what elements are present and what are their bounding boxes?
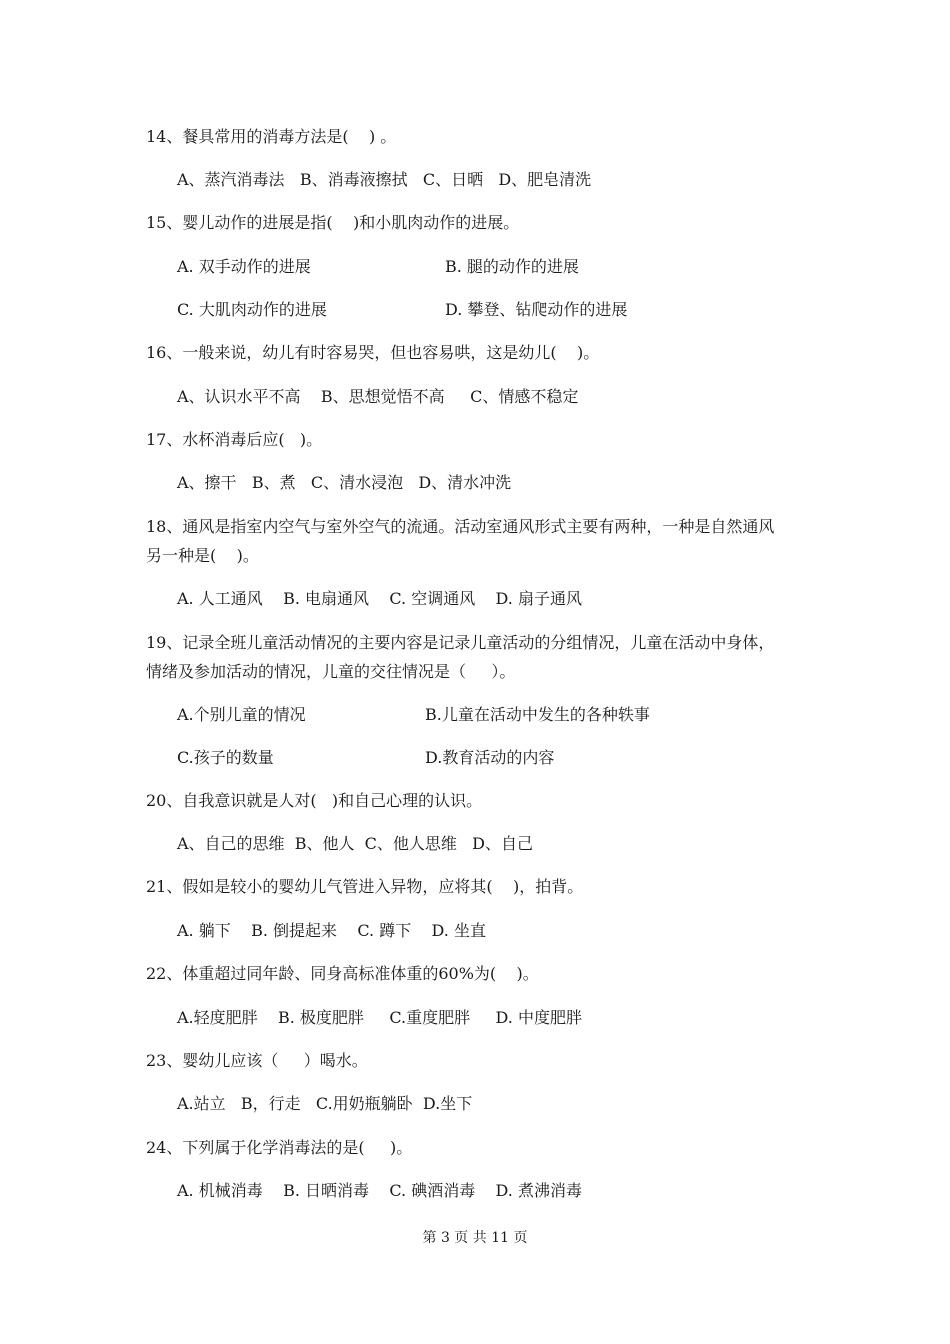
question-19-option-a: A.个别儿童的情况 [177, 705, 306, 724]
question-16-options: A、认识水平不高 B、思想觉悟不高 C、情感不稳定 [177, 387, 579, 406]
question-18-options: A. 人工通风 B. 电扇通风 C. 空调通风 D. 扇子通风 [177, 589, 582, 608]
question-14-stem: 14、餐具常用的消毒方法是( ) 。 [146, 127, 397, 146]
question-20-options: A、自己的思维 B、他人 C、他人思维 D、自己 [177, 834, 533, 853]
question-15-option-a: A. 双手动作的进展 [177, 257, 311, 276]
question-17-options: A、擦干 B、煮 C、清水浸泡 D、清水冲洗 [177, 473, 512, 492]
question-20-stem: 20、自我意识就是人对( )和自己心理的认识。 [146, 791, 483, 810]
question-18-stem: 18、通风是指室内空气与室外空气的流通。活动室通风形式主要有两种，一种是自然通风 [146, 517, 775, 536]
question-15-option-b: B. 腿的动作的进展 [445, 257, 579, 276]
question-17-stem: 17、水杯消毒后应( )。 [146, 430, 323, 449]
question-21-options: A. 躺下 B. 倒提起来 C. 蹲下 D. 坐直 [177, 921, 486, 940]
question-14-options: A、蒸汽消毒法 B、消毒液擦拭 C、日晒 D、肥皂清洗 [177, 170, 592, 189]
question-19-stem: 19、记录全班儿童活动情况的主要内容是记录儿童活动的分组情况，儿童在活动中身体， [146, 633, 775, 652]
question-19-option-d: D.教育活动的内容 [425, 748, 555, 767]
question-19-option-c: C.孩子的数量 [177, 748, 274, 767]
question-22-stem: 22、体重超过同年龄、同身高标准体重的60%为( )。 [146, 964, 539, 983]
question-19-stem-continued: 情绪及参加活动的情况，儿童的交往情况是（ ）。 [146, 662, 516, 681]
question-24-options: A. 机械消毒 B. 日晒消毒 C. 碘酒消毒 D. 煮沸消毒 [177, 1181, 582, 1200]
question-23-options: A.站立 B，行走 C.用奶瓶躺卧 D.坐下 [177, 1094, 473, 1113]
question-22-options: A.轻度肥胖 B. 极度肥胖 C.重度肥胖 D. 中度肥胖 [177, 1008, 582, 1027]
question-23-stem: 23、婴幼儿应该（ ）喝水。 [146, 1051, 368, 1070]
question-18-stem-continued: 另一种是( )。 [146, 546, 259, 565]
question-21-stem: 21、假如是较小的婴幼儿气管进入异物，应将其( )，拍背。 [146, 877, 584, 896]
question-16-stem: 16、一般来说，幼儿有时容易哭，但也容易哄，这是幼儿( )。 [146, 343, 600, 362]
question-15-stem: 15、婴儿动作的进展是指( )和小肌肉动作的进展。 [146, 213, 520, 232]
question-24-stem: 24、下列属于化学消毒法的是( )。 [146, 1138, 413, 1157]
question-15-option-d: D. 攀登、钻爬动作的进展 [445, 300, 628, 319]
page-number-footer: 第 3 页 共 11 页 [422, 1230, 528, 1246]
question-19-option-b: B.儿童在活动中发生的各种轶事 [425, 705, 650, 724]
question-15-option-c: C. 大肌肉动作的进展 [177, 300, 327, 319]
